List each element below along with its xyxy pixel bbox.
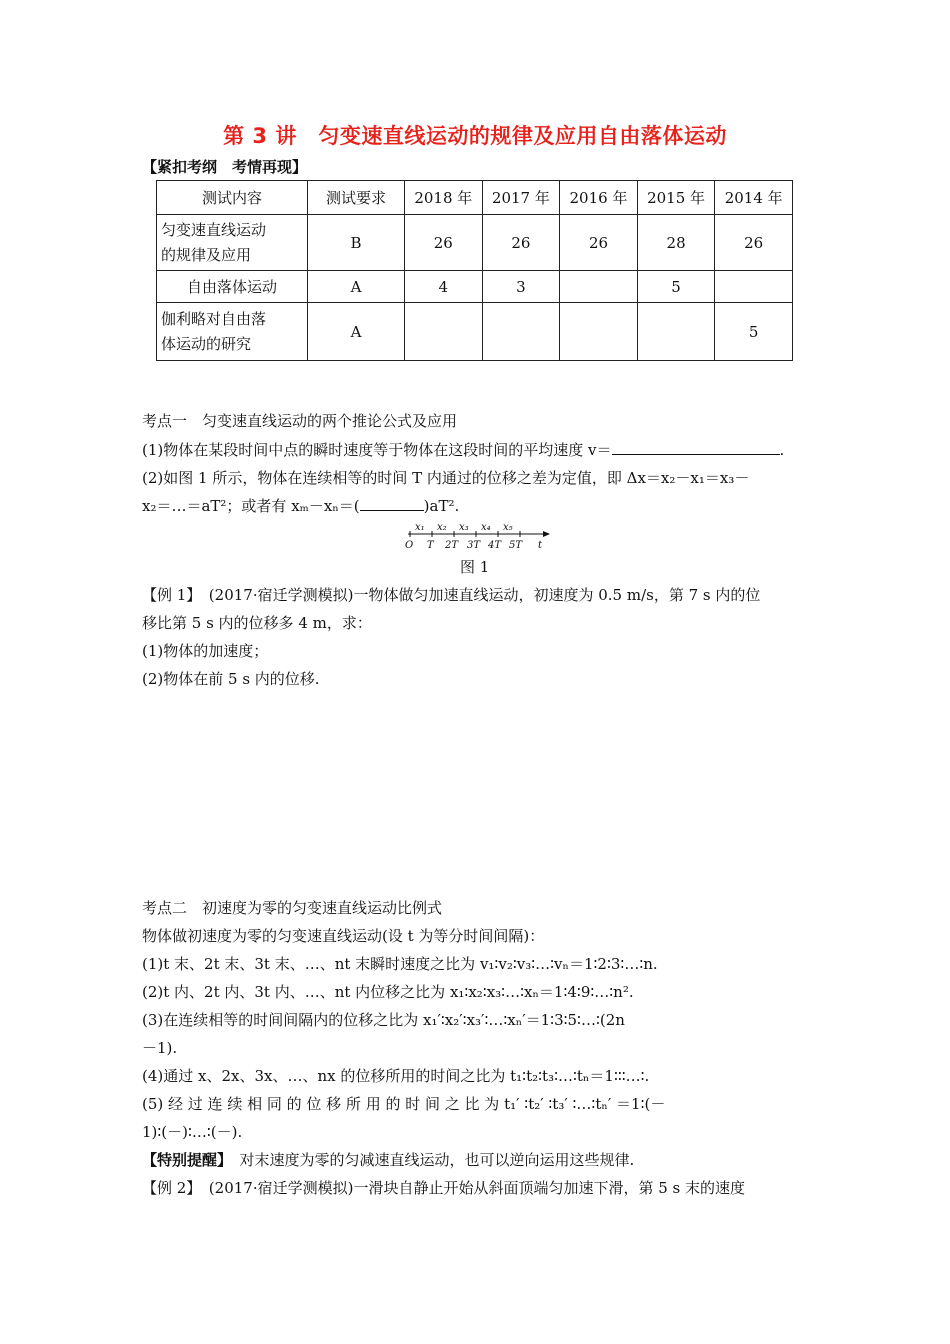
table-cell [715,271,793,303]
table-cell [637,303,715,361]
table-header: 2014 年 [715,181,793,215]
tick-label: T [427,540,434,551]
table-cell: 自由落体运动 [157,271,308,303]
ratio-item-cont: 1)∶(－)∶…∶(－). [142,1123,243,1141]
tick-label: t [538,540,543,551]
segment-label: x₁ [415,522,425,533]
example1-line: 移比第 5 s 内的位移多 4 m，求： [142,614,372,632]
exam-table [156,180,793,361]
table-header: 测试要求 [308,181,405,215]
axis-arrow-icon [543,531,550,537]
table-cell [560,271,638,303]
table-cell: A [308,271,405,303]
table-cell [482,303,560,361]
figure-caption: 图 1 [460,558,490,576]
table-header: 2016 年 [560,181,638,215]
example1-line: 【例 1】 (2017·宿迁学测模拟)一物体做匀加速直线运动，初速度为 0.5 m/s，第 7 s 内的位 [142,586,761,604]
table-cell: 3 [482,271,560,303]
tick-label: O [405,540,414,551]
table-cell [560,303,638,361]
table-cell: 26 [482,215,560,271]
example1-question: (2)物体在前 5 s 内的位移. [142,670,320,688]
section1-paragraph-1: (1)物体在某段时间中点的瞬时速度等于物体在这段时间的平均速度 v＝ . [142,441,785,459]
table-cell [405,303,483,361]
example1-question: (1)物体的加速度； [142,642,269,660]
page-title: 第 3 讲 匀变速直线运动的规律及应用自由落体运动 [223,124,727,148]
ratio-item: (4)通过 x、2x、3x、…、nx 的位移所用的时间之比为 t₁∶t₂∶t₃∶…∶tₙ＝1∶∶∶…∶. [142,1067,650,1085]
time-axis-figure [400,521,550,551]
ratio-item: (5) 经 过 连 续 相 同 的 位 移 所 用 的 时 间 之 比 为 t₁′ ∶t₂′ ∶t₃′ ∶…∶tₙ′ ＝1∶(－ [142,1095,666,1113]
table-row [157,215,793,271]
table-cell: 28 [637,215,715,271]
segment-label: x₄ [481,522,491,533]
ratio-item-cont: －1). [142,1039,178,1057]
table-cell: 伽利略对自由落 体运动的研究 [157,303,308,361]
segment-label: x₂ [437,522,447,533]
answer-blank [612,439,780,455]
table-row [157,271,793,303]
outline-heading: 【紧扣考纲 考情再现】 [142,158,308,176]
tick-label: 5T [509,540,523,551]
table-cell: A [308,303,405,361]
table-cell: 5 [637,271,715,303]
ratio-item: (1)t 末、2t 末、3t 末、…、nt 末瞬时速度之比为 v₁∶v₂∶v₃∶…∶vₙ＝1∶2∶3∶…∶n. [142,955,658,973]
table-cell: 5 [715,303,793,361]
table-header: 2018 年 [405,181,483,215]
table-header: 2017 年 [482,181,560,215]
table-header: 测试内容 [157,181,308,215]
table-cell: 4 [405,271,483,303]
ratio-item: (3)在连续相等的时间间隔内的位移之比为 x₁′∶x₂′∶x₃′∶…∶xₙ′＝1∶3∶5∶…∶(2n [142,1011,625,1029]
section1-paragraph-2-cont: x₂＝…＝aT²；或者有 xₘ－xₙ＝( )aT². [142,497,460,515]
table-cell: 26 [405,215,483,271]
table-cell: 26 [715,215,793,271]
table-cell: B [308,215,405,271]
special-tip: 【特别提醒】 对末速度为零的匀减速直线运动，也可以逆向运用这些规律. [142,1151,635,1169]
tick-label: 4T [488,540,502,551]
section1-paragraph-2: (2)如图 1 所示，物体在连续相等的时间 T 内通过的位移之差为定值，即 Δx＝x₂－x₁＝x₃－ [142,469,750,487]
table-cell: 匀变速直线运动 的规律及应用 [157,215,308,271]
section2-intro: 物体做初速度为零的匀变速直线运动(设 t 为等分时间间隔)： [142,927,545,945]
segment-label: x₃ [459,522,469,533]
table-cell: 26 [560,215,638,271]
section2-heading: 考点二 初速度为零的匀变速直线运动比例式 [142,899,443,917]
answer-blank [360,495,424,511]
table-header-row [157,181,793,215]
tick-label: 3T [467,540,481,551]
section1-heading: 考点一 匀变速直线运动的两个推论公式及应用 [142,412,458,430]
ratio-item: (2)t 内、2t 内、3t 内、…、nt 内位移之比为 x₁∶x₂∶x₃∶…∶xₙ＝1∶4∶9∶…∶n². [142,983,634,1001]
segment-label: x₅ [503,522,513,533]
table-row [157,303,793,361]
example2-line: 【例 2】 (2017·宿迁学测模拟)一滑块自静止开始从斜面顶端匀加速下滑，第 5 s 末的速度 [142,1179,746,1197]
table-header: 2015 年 [637,181,715,215]
tick-label: 2T [445,540,459,551]
